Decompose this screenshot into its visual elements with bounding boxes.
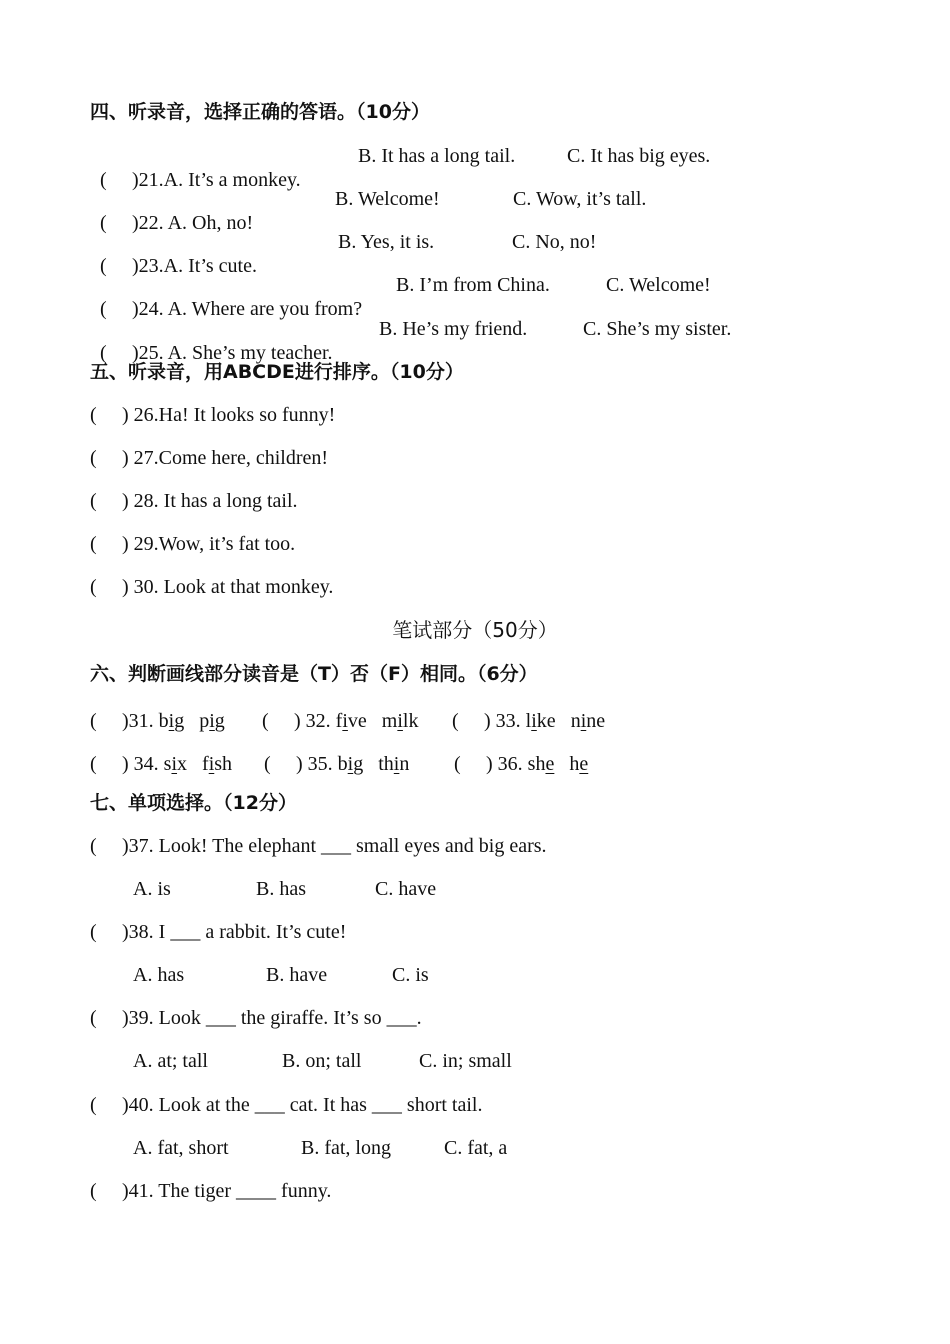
q22-option-c: C. Wow, it’s tall. xyxy=(513,188,647,210)
answer-paren: ( xyxy=(90,710,97,732)
question-21 xyxy=(90,144,301,192)
answer-paren: ( xyxy=(90,1007,97,1029)
item-text: ) 29.Wow, it’s fat too. xyxy=(122,533,296,555)
option-a: A. It’s cute. xyxy=(163,255,257,277)
question-35 xyxy=(264,752,409,776)
word-part: n xyxy=(399,753,410,775)
answer-paren: ( xyxy=(454,753,461,775)
item-text: ) 30. Look at that monkey. xyxy=(122,576,334,598)
ordering-item xyxy=(90,575,333,599)
q40-option-a: A. fat, short xyxy=(133,1137,229,1159)
q24-option-c: C. Welcome! xyxy=(606,274,711,296)
word-part: lk xyxy=(402,710,419,732)
question-stem: )40. Look at the ___ cat. It has ___ short tail. xyxy=(122,1094,483,1116)
underlined-letter: i xyxy=(347,753,354,775)
ordering-item xyxy=(90,532,295,556)
underlined-letter: i xyxy=(531,710,537,732)
question-24 xyxy=(90,273,362,321)
underlined-letter: i xyxy=(209,710,215,732)
question-22 xyxy=(90,187,253,235)
section-6-title: 六、判断画线部分读音是（T）否（F）相同。（6分） xyxy=(90,663,538,685)
word-part: f xyxy=(335,710,343,732)
answer-paren: ( xyxy=(452,710,459,732)
answer-paren: ( xyxy=(90,533,97,555)
answer-paren: ( xyxy=(90,490,97,512)
q21-option-b: B. It has a long tail. xyxy=(358,145,516,167)
q-number: ) 33. xyxy=(484,710,526,732)
underlined-letter: e xyxy=(579,753,589,775)
item-text: ) 26.Ha! It looks so funny! xyxy=(122,404,336,426)
q37-option-b: B. has xyxy=(256,878,306,900)
answer-paren: ( xyxy=(100,212,107,234)
word-part: b xyxy=(158,710,169,732)
underlined-letter: e xyxy=(545,753,555,775)
underlined-letter: i xyxy=(171,753,178,775)
option-a: A. She’s my teacher. xyxy=(167,342,333,364)
answer-paren: ( xyxy=(90,835,97,857)
word-part: f xyxy=(202,753,209,775)
word-part: p xyxy=(199,710,210,732)
answer-paren: ( xyxy=(90,576,97,598)
answer-paren: ( xyxy=(100,169,107,191)
q-number: )24. xyxy=(132,298,164,320)
word-part: sh xyxy=(214,753,233,775)
q24-option-b: B. I’m from China. xyxy=(396,274,550,296)
q-number: ) 34. xyxy=(122,753,164,775)
item-text: ) 28. It has a long tail. xyxy=(122,490,298,512)
q23-option-c: C. No, no! xyxy=(512,231,597,253)
word-part: ve xyxy=(347,710,367,732)
word-part: g xyxy=(353,753,364,775)
item-text: ) 27.Come here, children! xyxy=(122,447,329,469)
question-34 xyxy=(90,752,232,776)
question-40 xyxy=(90,1093,482,1117)
q40-option-b: B. fat, long xyxy=(301,1137,391,1159)
question-stem: )38. I ___ a rabbit. It’s cute! xyxy=(122,921,347,943)
ordering-item xyxy=(90,489,298,513)
word-part: g xyxy=(174,710,185,732)
q39-option-b: B. on; tall xyxy=(282,1050,362,1072)
question-37 xyxy=(90,834,547,858)
q38-option-b: B. have xyxy=(266,964,328,986)
ordering-item xyxy=(90,446,328,470)
question-32 xyxy=(262,709,418,733)
q39-option-a: A. at; tall xyxy=(133,1050,208,1072)
option-a: A. Oh, no! xyxy=(167,212,254,234)
q-number: ) 36. xyxy=(486,753,528,775)
word-part: x xyxy=(177,753,188,775)
q-number: )31. xyxy=(122,710,159,732)
question-25 xyxy=(90,317,333,365)
word-part: th xyxy=(378,753,394,775)
answer-paren: ( xyxy=(100,255,107,277)
option-a: A. Where are you from? xyxy=(167,298,363,320)
underlined-letter: i xyxy=(168,710,175,732)
underlined-letter: i xyxy=(580,710,587,732)
q39-option-c: C. in; small xyxy=(419,1050,512,1072)
question-31 xyxy=(90,709,225,733)
underlined-letter: i xyxy=(393,753,400,775)
question-stem: )41. The tiger ____ funny. xyxy=(122,1180,332,1202)
q-number: )22. xyxy=(132,212,164,234)
q-number: ) 35. xyxy=(296,753,338,775)
q37-option-a: A. is xyxy=(133,878,171,900)
q25-option-c: C. She’s my sister. xyxy=(583,318,732,340)
answer-paren: ( xyxy=(90,404,97,426)
question-stem: )39. Look ___ the giraffe. It’s so ___. xyxy=(122,1007,422,1029)
q-number: )21. xyxy=(132,169,164,191)
q-number: )25. xyxy=(132,342,164,364)
answer-paren: ( xyxy=(90,1094,97,1116)
written-part-title: 笔试部分（50分） xyxy=(392,618,558,642)
question-36 xyxy=(454,752,588,776)
answer-paren: ( xyxy=(100,342,107,364)
q-number: ) 32. xyxy=(294,710,336,732)
question-41 xyxy=(90,1179,331,1203)
word-part: m xyxy=(381,710,398,732)
answer-paren: ( xyxy=(90,921,97,943)
word-part: l xyxy=(525,710,532,732)
answer-paren: ( xyxy=(90,753,97,775)
question-38 xyxy=(90,920,346,944)
word-part: ne xyxy=(586,710,606,732)
word-part: sh xyxy=(527,753,546,775)
q-number: )23. xyxy=(132,255,164,277)
answer-paren: ( xyxy=(100,298,107,320)
ordering-item xyxy=(90,403,335,427)
q38-option-c: C. is xyxy=(392,964,429,986)
q25-option-b: B. He’s my friend. xyxy=(379,318,528,340)
section-5-title: 五、听录音，用ABCDE进行排序。（10分） xyxy=(90,361,464,383)
section-7-title: 七、单项选择。（12分） xyxy=(90,792,297,814)
question-33 xyxy=(452,709,605,733)
q40-option-c: C. fat, a xyxy=(444,1137,508,1159)
underlined-letter: i xyxy=(208,753,215,775)
q23-option-b: B. Yes, it is. xyxy=(338,231,435,253)
question-23 xyxy=(90,230,257,278)
word-part: h xyxy=(569,753,580,775)
word-part: n xyxy=(570,710,581,732)
word-part: b xyxy=(337,753,348,775)
underlined-letter: i xyxy=(397,710,403,732)
question-stem: )37. Look! The elephant ___ small eyes and big ears. xyxy=(122,835,547,857)
section-4-title: 四、听录音，选择正确的答语。（10分） xyxy=(90,101,430,123)
word-part: ke xyxy=(536,710,556,732)
question-39 xyxy=(90,1006,422,1030)
answer-paren: ( xyxy=(264,753,271,775)
word-part: s xyxy=(163,753,172,775)
answer-paren: ( xyxy=(262,710,269,732)
q37-option-c: C. have xyxy=(375,878,437,900)
answer-paren: ( xyxy=(90,447,97,469)
option-a: A. It’s a monkey. xyxy=(163,169,301,191)
q21-option-c: C. It has big eyes. xyxy=(567,145,711,167)
answer-paren: ( xyxy=(90,1180,97,1202)
underlined-letter: i xyxy=(342,710,348,732)
q22-option-b: B. Welcome! xyxy=(335,188,440,210)
q38-option-a: A. has xyxy=(133,964,185,986)
word-part: g xyxy=(214,710,225,732)
